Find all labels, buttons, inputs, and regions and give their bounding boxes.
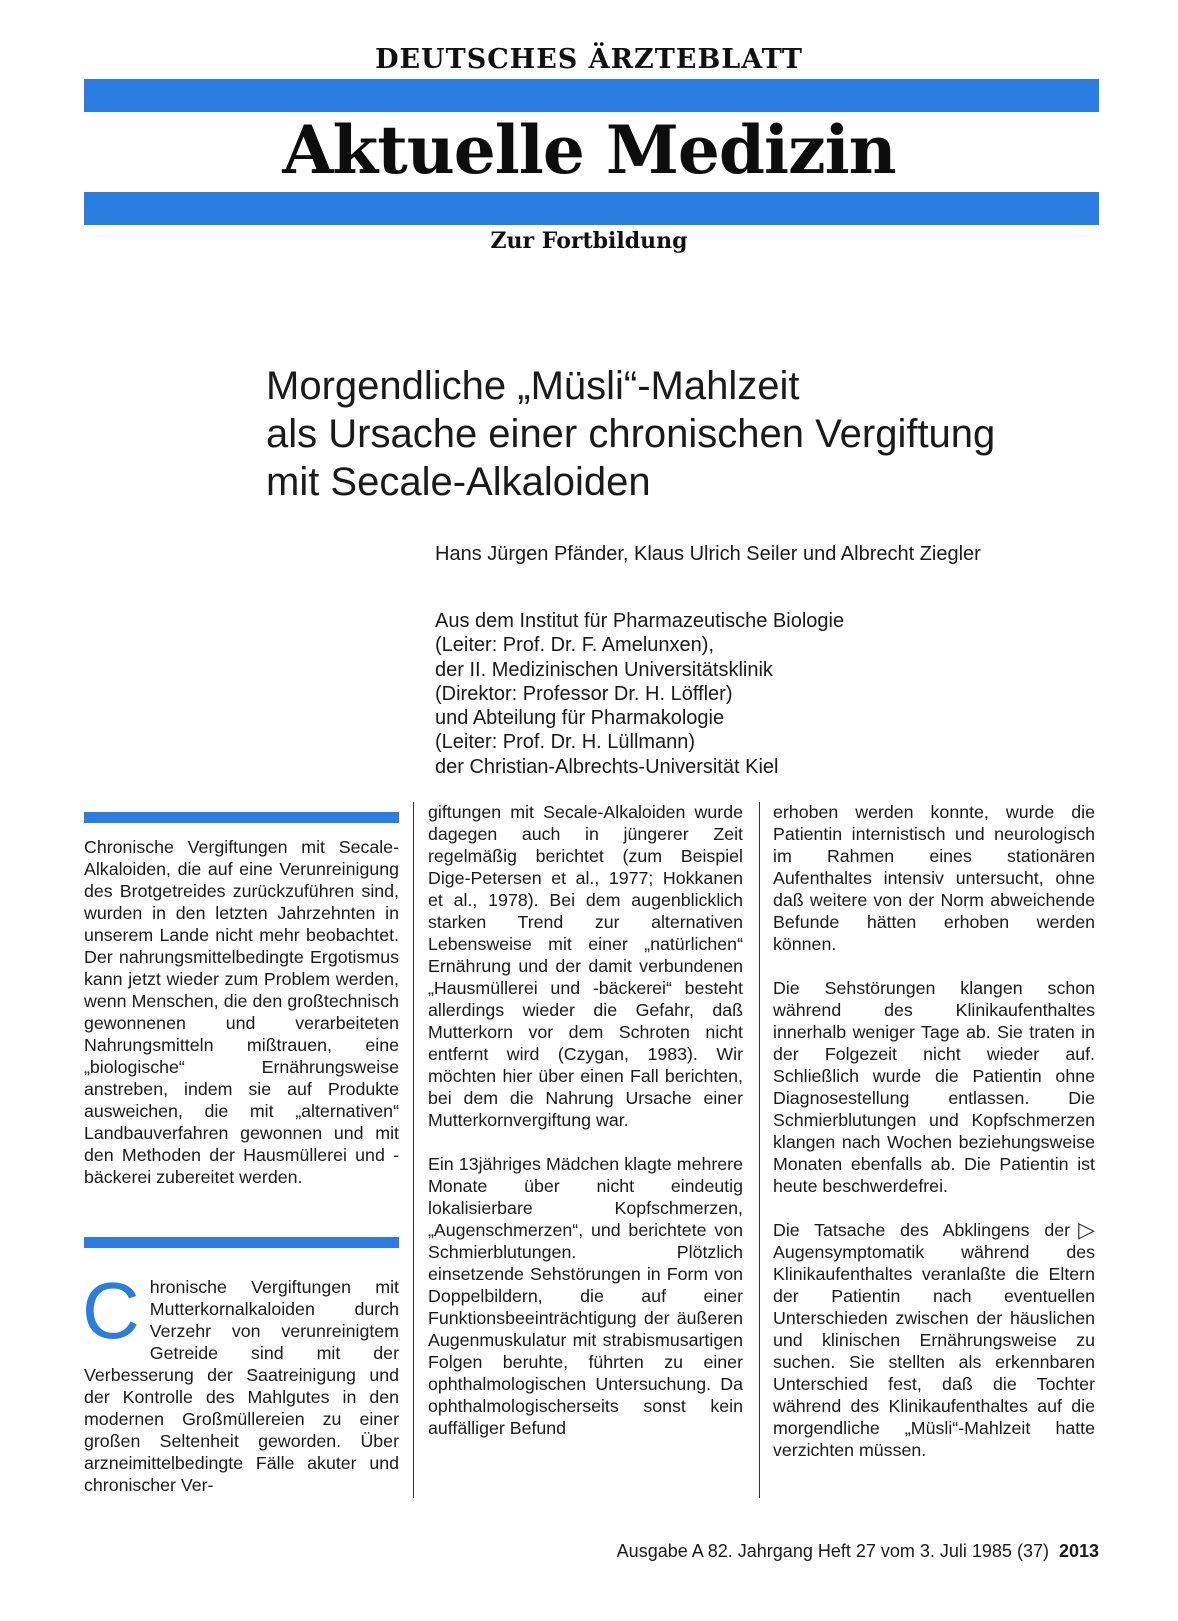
affiliation-line: (Leiter: Prof. Dr. F. Amelunxen), (435, 634, 714, 657)
column-divider (413, 802, 414, 1498)
affiliation-line: der II. Medizinischen Universitätsklinik (435, 658, 773, 681)
body-paragraph: Ein 13jähriges Mädchen klagte mehrere Monate über nicht eindeutig lokalisierbare Kopfschmerzen, „Augenschmerzen“, und berichtete von Schmierblutungen. Plötzlich einsetzende Sehstörungen in Form von Doppelbildern, die auf einer Funktionsbeeinträchtigung der äußeren Augenmuskulatur mit strabismusartigen Folgen beruhte, führten zu einer ophthalmologischen Untersuchung. Da ophthalmologischerseits sonst kein auffälliger Befund (428, 1154, 743, 1438)
drop-cap: C (82, 1266, 140, 1355)
continue-arrow-icon: ▷ (1078, 1217, 1095, 1242)
body-paragraph: Die Sehstörungen klangen schon während des Klinikaufenthaltes innerhalb weniger Tage ab. Sie traten in der Folgezeit nicht wieder auf. Schließlich wurde die Patientin ohne Diagnosestellung entlassen. Die Schmierblutungen und Kopfschmerzen klangen nach Wochen beziehungsweise Monaten ebenfalls ab. Die Patientin ist heute beschwerdefrei. (773, 978, 1095, 1196)
journal-name: DEUTSCHES ÄRZTEBLATT (375, 44, 803, 75)
article-title (266, 362, 1166, 506)
column-divider (759, 802, 760, 1498)
body-paragraph-text: hronische Vergiftungen mit Mutterkornalkaloiden durch Verzehr von verunreinigtem Getreide sind mit der Verbesserung der Saatreinigung und der Kontrolle des Mahlgutes in den modernen Großmüllereien zu einer großen Seltenheit geworden. Über arzneimittelbedingte Fälle akuter und chronischer Ver- (84, 1277, 399, 1495)
article-title-line: mit Secale-Alkaloiden (266, 460, 651, 504)
article-title-line: als Ursache einer chronischen Vergiftung (266, 412, 996, 456)
page-footer (617, 1541, 1099, 1562)
page-number: 2013 (1058, 1541, 1099, 1561)
article-title-line: Morgendliche „Müsli“-Mahlzeit (266, 364, 800, 408)
header-band-top (84, 79, 1099, 112)
header-band-bottom (84, 192, 1099, 225)
body-paragraph: giftungen mit Secale-Alkaloiden wurde dagegen auch in jüngerer Zeit regelmäßig berichtet (zum Beispiel Dige-Petersen et al., 1977; Hokkanen et al., 1978). Bei dem augenblicklich starken Trend zur alternativen Lebensweise mit einer „natürlichen“ Ernährung und der damit verbundenen „Hausmüllerei und -bäckerei“ besteht allerdings wieder die Gefahr, daß Mutterkorn vor dem Schroten nicht entfernt wird (Czygan, 1983). Wir möchten hier über einen Fall berichten, bei dem die Nahrung Ursache einer Mutterkornvergiftung war. (428, 802, 743, 1130)
body-column-2 (428, 801, 743, 1439)
section-title: Aktuelle Medizin (282, 111, 896, 189)
body-paragraph (82, 1266, 399, 1496)
abstract-bar-bottom (84, 1237, 399, 1248)
body-column-3 (773, 801, 1095, 1461)
issue-info: Ausgabe A 82. Jahrgang Heft 27 vom 3. Juli 1985 (37) (616, 1541, 1049, 1561)
body-paragraph: erhoben werden konnte, wurde die Patientin internistisch und neurologisch im Rahmen eines stationären Aufenthaltes intensiv untersucht, ohne daß weitere von der Norm abweichende Befunde hätten erhoben werden können. (773, 802, 1095, 954)
affiliation-line: der Christian-Albrechts-Universität Kiel (435, 755, 779, 778)
article-affiliation (435, 609, 844, 779)
affiliation-line: Aus dem Institut für Pharmazeutische Biologie (435, 610, 845, 632)
article-authors: Hans Jürgen Pfänder, Klaus Ulrich Seiler und Albrecht Ziegler (435, 543, 981, 565)
subsection-label: Zur Fortbildung (490, 228, 688, 254)
body-paragraph (773, 1219, 1095, 1461)
affiliation-line: (Leiter: Prof. Dr. H. Lüllmann) (435, 731, 696, 754)
abstract (84, 836, 399, 1188)
affiliation-line: (Direktor: Professor Dr. H. Löffler) (435, 682, 733, 705)
abstract-text: Chronische Vergiftungen mit Secale-Alkaloiden, die auf eine Verunreinigung des Brotgetreides zurückzuführen sind, wurden in den letzten Jahrzehnten in unserem Lande nicht mehr beobachtet. Der nahrungsmittelbedingte Ergotismus kann jetzt wieder zum Problem werden, wenn Menschen, die den großtechnisch gewonnenen und verarbeiteten Nahrungsmitteln mißtrauen, eine „biologische“ Ernährungsweise anstreben, indem sie auf Produkte ausweichen, die mit „alternativen“ Landbauverfahren gewonnen und mit den Methoden der Hausmüllerei und -bäckerei zubereitet werden. (84, 837, 399, 1187)
affiliation-line: und Abteilung für Pharmakologie (435, 707, 725, 730)
body-paragraph-text: Die Tatsache des Abklingens der Augensymptomatik während des Klinikaufenthaltes veranlaßte die Eltern der Patientin nach eventuellen Unterschieden zwischen der häuslichen und klinischen Ernährungsweise zu suchen. Sie stellten als erkennbaren Unterschied fest, daß die Tochter während des Klinikaufenthaltes auf die morgendliche „Müsli“-Mahlzeit hatte verzichten müssen. (773, 1220, 1095, 1460)
body-column-1 (82, 1266, 399, 1496)
abstract-bar-top (84, 812, 399, 823)
